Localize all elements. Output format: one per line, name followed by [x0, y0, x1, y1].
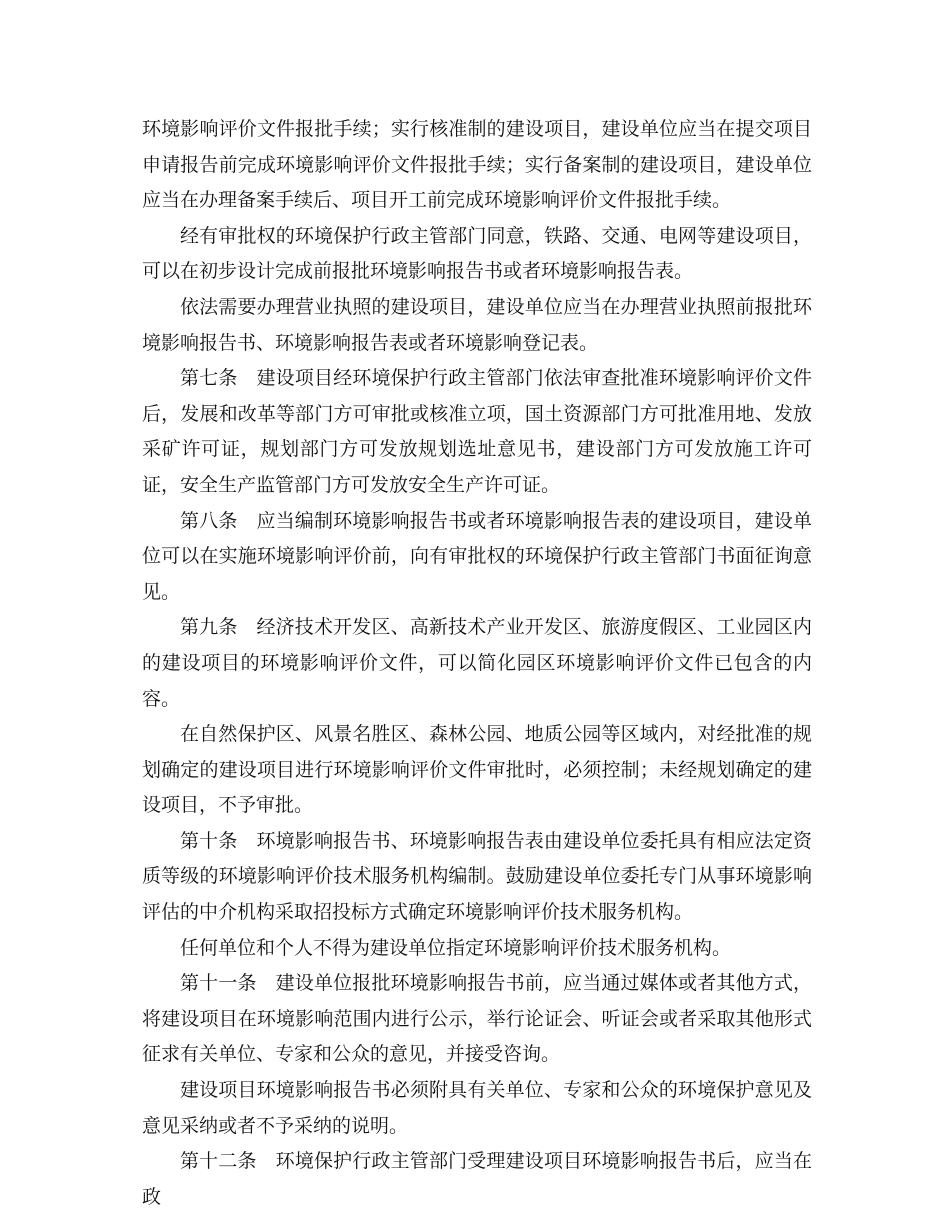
article-number: 第七条 — [180, 367, 238, 390]
article-7 — [142, 361, 812, 503]
article-number: 第九条 — [180, 616, 238, 639]
paragraph-text: 在自然保护区、风景名胜区、森林公园、地质公园等区域内，对经批准的规划确定的建设项目进行环境影响评价文件审批时，必须控制；未经规划确定的建设项目，不予审批。 — [142, 723, 812, 817]
paragraph-text: 应当编制环境影响报告书或者环境影响报告表的建设项目，建设单位可以在实施环境影响评价前，向有审批权的环境保护行政主管部门书面征询意见。 — [142, 509, 812, 603]
paragraph-text: 经有审批权的环境保护行政主管部门同意，铁路、交通、电网等建设项目，可以在初步设计完成前报批环境影响报告书或者环境影响报告表。 — [142, 224, 812, 283]
paragraph-text: 经济技术开发区、高新技术产业开发区、旅游度假区、工业园区内的建设项目的环境影响评价文件，可以简化园区环境影响评价文件已包含的内容。 — [142, 616, 812, 710]
paragraph-text: 任何单位和个人不得为建设单位指定环境影响评价技术服务机构。 — [180, 936, 732, 959]
paragraph — [142, 290, 812, 361]
paragraph-text: 建设项目环境影响报告书必须附具有关单位、专家和公众的环境保护意见及意见采纳或者不予采纳的说明。 — [142, 1079, 812, 1137]
article-number: 第八条 — [180, 509, 238, 532]
article-12 — [142, 1144, 812, 1215]
paragraph-continuation — [142, 112, 812, 219]
paragraph-text: 环境保护行政主管部门受理建设项目环境影响报告书后，应当在政 — [142, 1150, 812, 1208]
article-11 — [142, 966, 812, 1073]
paragraph-text: 依法需要办理营业执照的建设项目，建设单位应当在办理营业执照前报批环境影响报告书、环境影响报告表或者环境影响登记表。 — [142, 295, 812, 354]
paragraph-text: 环境影响报告书、环境影响报告表由建设单位委托具有相应法定资质等级的环境影响评价技术服务机构编制。鼓励建设单位委托专门从事环境影响评估的中介机构采取招投标方式确定环境影响评价技术服务机构。 — [142, 829, 812, 924]
paragraph — [142, 717, 812, 824]
paragraph — [142, 931, 812, 967]
document-page — [142, 112, 812, 1215]
article-10 — [142, 824, 812, 931]
article-number: 第十二条 — [180, 1150, 257, 1173]
paragraph-text: 建设单位报批环境影响报告书前，应当通过媒体或者其他方式，将建设项目在环境影响范围内进行公示，举行论证会、听证会或者采取其他形式征求有关单位、专家和公众的意见，并接受咨询。 — [142, 972, 812, 1066]
paragraph — [142, 219, 812, 290]
paragraph — [142, 1073, 812, 1144]
article-number: 第十条 — [180, 829, 238, 852]
article-number: 第十一条 — [180, 972, 257, 995]
article-9 — [142, 610, 812, 717]
paragraph-text: 环境影响评价文件报批手续；实行核准制的建设项目，建设单位应当在提交项目申请报告前完成环境影响评价文件报批手续；实行备案制的建设项目，建设单位应当在办理备案手续后、项目开工前完成环境影响评价文件报批手续。 — [142, 118, 812, 212]
paragraph-text: 建设项目经环境保护行政主管部门依法审查批准环境影响评价文件后，发展和改革等部门方可审批或核准立项，国土资源部门方可批准用地、发放采矿许可证，规划部门方可发放规划选址意见书，建设部门方可发放施工许可证，安全生产监管部门方可发放安全生产许可证。 — [142, 367, 812, 496]
article-8 — [142, 504, 812, 611]
